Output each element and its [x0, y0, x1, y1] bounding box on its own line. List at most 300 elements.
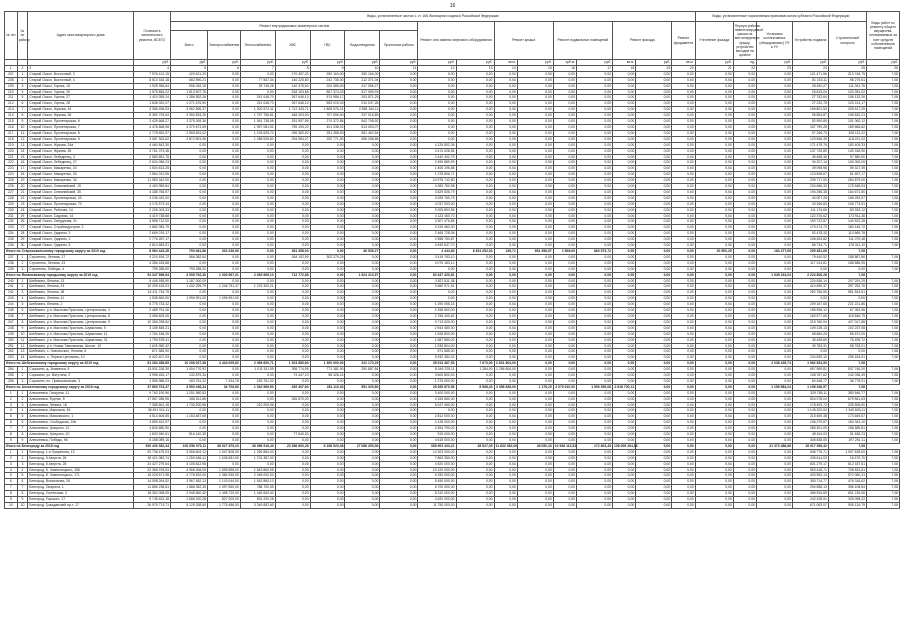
amount-cell: 0,00 [672, 290, 695, 296]
unit-cell: руб. [517, 60, 553, 66]
address-cell: Строитель, Победы, 4 [28, 266, 134, 272]
amount-cell: 0,00 [613, 438, 636, 444]
amount-cell: 0,00 [757, 266, 793, 272]
amount-cell: 0,00 [456, 302, 494, 308]
subtotal-cell: 7,08 [828, 384, 866, 390]
row-number-cell: 30 [17, 243, 28, 249]
amount-cell: 0,00 [240, 331, 275, 337]
amount-cell: 111 079,48 [828, 237, 866, 243]
row-number-cell: 249 [5, 331, 18, 337]
amount-cell: 0,00 [577, 396, 613, 402]
row-number-cell: 256 [5, 378, 18, 384]
amount-cell: 0,00 [517, 343, 553, 349]
amount-cell: 542 708,92 [345, 119, 380, 125]
amount-cell: 0,00 [577, 71, 613, 77]
amount-cell: 0,00 [456, 308, 494, 314]
amount-cell: 0,00 [577, 455, 613, 461]
amount-cell: 0,00 [553, 449, 576, 455]
amount-cell: 0,00 [310, 278, 345, 284]
amount-cell: 1 432 299,79 [171, 284, 208, 290]
amount-cell: 0,00 [577, 497, 613, 503]
amount-cell: 0,00 [733, 207, 756, 213]
amount-cell: 0,00 [494, 201, 517, 207]
amount-cell: 0,00 [380, 432, 418, 438]
amount-cell: 0,00 [275, 485, 310, 491]
amount-cell: 2 595 831,02 [171, 130, 208, 136]
amount-cell: 183 409,33 [828, 142, 866, 148]
row-number-cell: 6 [5, 420, 18, 426]
amount-cell: 67 052,96 [828, 308, 866, 314]
address-cell: Старый Оскол, Жукова, 24а [28, 142, 134, 148]
row-number-cell: 6 [17, 101, 28, 107]
unit-cell: руб. [577, 60, 613, 66]
amount-cell: 0,00 [613, 396, 636, 402]
amount-cell: 0,00 [636, 396, 672, 402]
amount-cell: 427 017,88 [828, 319, 866, 325]
amount-cell: 0,00 [275, 325, 310, 331]
amount-cell: 0,00 [517, 284, 553, 290]
amount-cell: 0,00 [456, 497, 494, 503]
amount-cell: 0,00 [517, 479, 553, 485]
row-number-cell: 219 [5, 142, 18, 148]
amount-cell: 204 385,00 [310, 83, 345, 89]
amount-cell: 476 318,62 [828, 479, 866, 485]
amount-cell: 0,00 [672, 207, 695, 213]
amount-cell: 4 070 183,12 [418, 260, 456, 266]
amount-cell: 100 000,00 [828, 160, 866, 166]
amount-cell: 0,00 [695, 455, 733, 461]
amount-cell: 0,00 [695, 319, 733, 325]
amount-cell: 0,00 [517, 83, 553, 89]
amount-cell: 0,00 [695, 438, 733, 444]
amount-cell: 0,00 [613, 331, 636, 337]
amount-cell: 0,00 [208, 71, 241, 77]
row-number-cell: 242 [5, 290, 18, 296]
amount-cell: 0,00 [240, 337, 275, 343]
amount-cell: 0,00 [517, 349, 553, 355]
amount-cell: 0,00 [310, 325, 345, 331]
amount-cell: 1 476 300,21 [240, 284, 275, 290]
subtotal-cell: 7,08 [828, 443, 866, 449]
amount-cell: 553 015,03 [310, 101, 345, 107]
amount-cell: 0,00 [380, 101, 418, 107]
amount-cell: 0,00 [577, 491, 613, 497]
amount-cell: 0,00 [517, 355, 553, 361]
amount-cell: 0,00 [553, 83, 576, 89]
amount-cell: 0,00 [380, 219, 418, 225]
amount-cell: 0,00 [345, 308, 380, 314]
amount-cell: 0,00 [456, 420, 494, 426]
amount-cell: 5 047 460,00 [418, 402, 456, 408]
amount-cell: 4 370 673,59 [171, 124, 208, 130]
amount-cell: 1 145 202,00 [792, 408, 828, 414]
amount-cell: 0,00 [380, 455, 418, 461]
address-cell: Старый Оскол, Олимпийский, 35 [28, 189, 134, 195]
amount-cell: 0,00 [208, 237, 241, 243]
subtotal-cell: 1 020 567,21 [208, 272, 241, 278]
amount-cell: 0,00 [636, 237, 672, 243]
address-cell: Сорокино, ул. Ватутина, 2 [28, 373, 134, 379]
amount-cell: 0,00 [672, 313, 695, 319]
amount-cell: 0,00 [494, 296, 517, 302]
amount-cell: 0,00 [380, 396, 418, 402]
amount-cell: 0,00 [171, 243, 208, 249]
amount-cell: 0,00 [695, 432, 733, 438]
unit-cell: руб. [208, 60, 241, 66]
amount-cell: 0,00 [613, 497, 636, 503]
amount-cell: 1 799 578,41 [134, 337, 171, 343]
index-cell: 8 [275, 65, 310, 71]
amount-cell: 7,08 [867, 467, 900, 473]
amount-cell: 0,00 [695, 367, 733, 373]
subtotal-cell: 0,00 [380, 384, 418, 390]
amount-cell: 0,00 [275, 449, 310, 455]
amount-cell: 0,00 [577, 461, 613, 467]
amount-cell: 0,00 [208, 213, 241, 219]
amount-cell: 0,00 [757, 455, 793, 461]
amount-cell: 111 176,66 [792, 207, 828, 213]
amount-cell: 0,00 [757, 130, 793, 136]
address-cell: Строитель, Ленина, 23 [28, 260, 134, 266]
amount-cell: 0,00 [380, 201, 418, 207]
unit-cell: руб. [636, 60, 672, 66]
row-number-cell: 7 [17, 107, 28, 113]
amount-cell: 2 778 652,97 [134, 130, 171, 136]
amount-cell: 3 600 800,00 [418, 373, 456, 379]
amount-cell: 60 448,77 [792, 378, 828, 384]
amount-cell: 0,00 [733, 396, 756, 402]
table-row [5, 502, 900, 508]
amount-cell: 0,00 [310, 319, 345, 325]
amount-cell: 1 143 044,00 [208, 479, 241, 485]
amount-cell: 0,00 [240, 148, 275, 154]
amount-cell: 0,00 [613, 154, 636, 160]
amount-cell: 0,00 [345, 178, 380, 184]
amount-cell: 0,00 [208, 331, 241, 337]
amount-cell: 0,00 [275, 502, 310, 508]
amount-cell: 0,00 [757, 467, 793, 473]
amount-cell: 26 975 774,71 [134, 502, 171, 508]
row-number-cell: 4 [17, 408, 28, 414]
amount-cell: 0,00 [517, 178, 553, 184]
amount-cell: 34 207,14 [792, 160, 828, 166]
amount-cell: 0,00 [613, 426, 636, 432]
amount-cell: 0,00 [171, 408, 208, 414]
amount-cell: 7,08 [867, 101, 900, 107]
amount-cell: 0,00 [672, 237, 695, 243]
amount-cell: 212 371,04 [345, 77, 380, 83]
amount-cell: 0,00 [672, 166, 695, 172]
amount-cell: 237 016,89 [345, 113, 380, 119]
amount-cell: 0,00 [517, 89, 553, 95]
amount-cell: 0,00 [275, 213, 310, 219]
amount-cell: 0,00 [517, 136, 553, 142]
amount-cell: 0,00 [517, 130, 553, 136]
amount-cell: 0,00 [380, 95, 418, 101]
amount-cell: 5 775 733,42 [134, 302, 171, 308]
amount-cell: 0,00 [171, 331, 208, 337]
amount-cell: 0,00 [494, 485, 517, 491]
address-cell: Алексеевка, Урицкого, 20 [28, 432, 134, 438]
amount-cell: 0,00 [494, 195, 517, 201]
subtotal-cell: 21 373 388,68 [757, 443, 793, 449]
amount-cell: 0,00 [553, 378, 576, 384]
row-number-cell: 3 [5, 461, 18, 467]
amount-cell: 0,00 [240, 154, 275, 160]
amount-cell: 7,08 [867, 178, 900, 184]
amount-cell: 0,00 [275, 154, 310, 160]
subtotal-cell: 34 706,80 [208, 384, 241, 390]
amount-cell: 0,00 [757, 325, 793, 331]
row-number-cell: 233 [5, 225, 18, 231]
amount-cell: 0,00 [275, 231, 310, 237]
amount-cell: 0,00 [757, 337, 793, 343]
amount-cell: 0,00 [613, 467, 636, 473]
amount-cell: 0,00 [275, 390, 310, 396]
amount-cell: 0,00 [695, 243, 733, 249]
amount-cell: 0,00 [517, 491, 553, 497]
amount-cell: 4 826 680,90 [134, 426, 171, 432]
amount-cell: 0,00 [695, 219, 733, 225]
amount-cell: 0,00 [275, 184, 310, 190]
amount-cell: 397 252,76 [828, 284, 866, 290]
amount-cell: 0,00 [310, 201, 345, 207]
subtotal-cell: 37 893 703,47 [134, 384, 171, 390]
address-cell: Сорокино, пл. Привокзальная, 3 [28, 378, 134, 384]
amount-cell: 0,00 [380, 207, 418, 213]
address-cell: Алексеевка, Фрунзе, 5 [28, 396, 134, 402]
amount-cell: 0,00 [757, 160, 793, 166]
amount-cell: 0,00 [240, 432, 275, 438]
amount-cell: 0,00 [310, 378, 345, 384]
row-number-cell: 243 [5, 296, 18, 302]
amount-cell: 981 462,54 [345, 130, 380, 136]
amount-cell: 5 446 938,90 [134, 278, 171, 284]
amount-cell: 0,00 [636, 195, 672, 201]
amount-cell: 0,00 [380, 355, 418, 361]
amount-cell: 0,00 [695, 195, 733, 201]
row-number-cell: 25 [17, 213, 28, 219]
amount-cell: 11 983 342,00 [134, 178, 171, 184]
subtotal-cell: 0,00 [636, 361, 672, 367]
subtotal-cell: 2 038 428,74 [757, 361, 793, 367]
amount-cell: 221 221,86 [828, 302, 866, 308]
amount-cell: 0,00 [240, 325, 275, 331]
amount-cell: 0,00 [418, 119, 456, 125]
amount-cell: 179 474,73 [792, 225, 828, 231]
amount-cell: 0,00 [672, 302, 695, 308]
amount-cell: 0,00 [757, 485, 793, 491]
amount-cell: 0,00 [275, 337, 310, 343]
amount-cell: 0,00 [171, 148, 208, 154]
row-number-cell: 5 [17, 414, 28, 420]
row-number-cell: 3 [17, 266, 28, 272]
amount-cell: 788 792,35 [240, 485, 275, 491]
amount-cell: 0,00 [494, 467, 517, 473]
amount-cell: 0,00 [275, 148, 310, 154]
amount-cell: 0,00 [240, 89, 275, 95]
address-cell: Белгород, Горького, 17 [28, 497, 134, 503]
amount-cell: 1 830 940,61 [134, 432, 171, 438]
amount-cell: 0,00 [517, 432, 553, 438]
amount-cell: 28 450,27 [792, 83, 828, 89]
amount-cell: 0,00 [757, 260, 793, 266]
amount-cell: 0,00 [695, 284, 733, 290]
amount-cell: 0,00 [636, 502, 672, 508]
amount-cell: 0,00 [494, 302, 517, 308]
amount-cell: 0,00 [517, 313, 553, 319]
amount-cell: 0,00 [636, 136, 672, 142]
amount-cell: 566 382,84 [171, 254, 208, 260]
index-cell: 4 [134, 65, 171, 71]
amount-cell: 0,00 [240, 201, 275, 207]
amount-cell: 0,00 [275, 302, 310, 308]
amount-cell: 0,00 [695, 213, 733, 219]
amount-cell: 0,00 [275, 237, 310, 243]
row-number-cell: 218 [5, 136, 18, 142]
amount-cell: 8 049 225,11 [418, 367, 456, 373]
amount-cell: 0,00 [553, 166, 576, 172]
amount-cell: 0,00 [757, 154, 793, 160]
subtotal-cell: 7,08 [828, 249, 866, 255]
index-cell: 10 [345, 65, 380, 71]
amount-cell: 0,00 [380, 254, 418, 260]
amount-cell: 14 411 734,79 [134, 290, 171, 296]
amount-cell: 1 538 660,90 [134, 296, 171, 302]
amount-cell: 0,00 [672, 491, 695, 497]
amount-cell: 1 047 808,00 [208, 449, 241, 455]
amount-cell: 2 485 791,26 [134, 308, 171, 314]
amount-cell: 0,00 [310, 343, 345, 349]
amount-cell: 0,00 [577, 231, 613, 237]
amount-cell: 0,00 [310, 160, 345, 166]
amount-cell: 103 281,02 [828, 89, 866, 95]
amount-cell: 3 400 000,00 [418, 390, 456, 396]
subtotal-cell: 139,71 [494, 249, 517, 255]
amount-cell: 0,00 [577, 325, 613, 331]
amount-cell: 14 098 264,52 [134, 479, 171, 485]
row-number-cell: 230 [5, 207, 18, 213]
amount-cell: 1 446 840,40 [240, 491, 275, 497]
amount-cell: 2 499 889,09 [418, 160, 456, 166]
amount-cell: 0,00 [636, 467, 672, 473]
row-number-cell: 10 [5, 502, 18, 508]
amount-cell: 7,08 [867, 337, 900, 343]
amount-cell: 0,00 [672, 260, 695, 266]
amount-cell: 0,00 [613, 461, 636, 467]
amount-cell: 0,00 [310, 237, 345, 243]
subtotal-cell: 100 056 070,11 [171, 443, 208, 449]
amount-cell: 7,08 [867, 207, 900, 213]
subtotal-cell: 2 068 600,71 [240, 361, 275, 367]
amount-cell: 0,00 [494, 343, 517, 349]
amount-cell: 7,08 [867, 396, 900, 402]
amount-cell: 0,00 [613, 308, 636, 314]
amount-cell: 0,00 [310, 184, 345, 190]
amount-cell: 0,00 [345, 426, 380, 432]
amount-cell: 0,00 [380, 184, 418, 190]
amount-cell: 30 783,31 [792, 343, 828, 349]
amount-cell: 1 645 022,07 [134, 101, 171, 107]
amount-cell: 0,00 [494, 231, 517, 237]
amount-cell: 0,00 [577, 467, 613, 473]
row-number-cell: 9 [5, 438, 18, 444]
amount-cell: 0,00 [345, 479, 380, 485]
amount-cell: 0,00 [345, 160, 380, 166]
amount-cell: 0,00 [418, 124, 456, 130]
amount-cell: 0,00 [208, 113, 241, 119]
amount-cell: 150 712,87 [792, 219, 828, 225]
amount-cell: 0,00 [345, 502, 380, 508]
header-lift: Ремонт или замена лифтового оборудования [418, 22, 494, 60]
amount-cell: 241 048,70 [240, 95, 275, 101]
amount-cell: 13 931 226,30 [134, 367, 171, 373]
amount-cell: 601 279,17 [792, 461, 828, 467]
amount-cell: 7,08 [867, 136, 900, 142]
amount-cell: 0,00 [613, 213, 636, 219]
amount-cell: 0,00 [672, 231, 695, 237]
amount-cell: 0,00 [494, 154, 517, 160]
amount-cell: 2 558 154,11 [345, 107, 380, 113]
amount-cell: 0,00 [577, 278, 613, 284]
amount-cell: 0,00 [494, 491, 517, 497]
header-share: Виды работ по ремонту общего имущества, оплачиваемые за счет средств собственников помещений [867, 12, 900, 60]
amount-cell: 395 774,95 [275, 367, 310, 373]
row-number-cell: 208 [5, 77, 18, 83]
row-number-cell: 223 [5, 166, 18, 172]
header-heat: Теплоснабжения [240, 31, 275, 60]
amount-cell: 7,08 [867, 373, 900, 379]
subtotal-cell: 0,00 [733, 272, 756, 278]
amount-cell: 4 549 637,70 [418, 243, 456, 249]
amount-cell: 0,00 [310, 432, 345, 438]
amount-cell: 173 649,67 [828, 414, 866, 420]
amount-cell: 0,00 [577, 189, 613, 195]
amount-cell: 0,00 [613, 201, 636, 207]
amount-cell: 0,00 [494, 284, 517, 290]
amount-cell: 0,00 [418, 95, 456, 101]
amount-cell: 0,00 [553, 95, 576, 101]
amount-cell: 0,00 [494, 420, 517, 426]
amount-cell: 137 725,89 [792, 148, 828, 154]
amount-cell: 0,00 [456, 491, 494, 497]
amount-cell: 0,00 [733, 426, 756, 432]
amount-cell: 0,00 [171, 166, 208, 172]
amount-cell: 0,00 [517, 107, 553, 113]
amount-cell: 1 724 387,00 [240, 455, 275, 461]
amount-cell: 0,00 [517, 402, 553, 408]
header-survey: Проектные работы [380, 31, 418, 60]
amount-cell: 0,00 [310, 355, 345, 361]
row-number-cell: 207 [5, 71, 18, 77]
amount-cell: 44 007,28 [792, 195, 828, 201]
subtotal-cell: 20 386 600,26 [275, 443, 310, 449]
amount-cell: 0,00 [672, 130, 695, 136]
subtotal-cell: 60 437 420,81 [418, 272, 456, 278]
amount-cell: 0,00 [757, 184, 793, 190]
amount-cell: 256 382,92 [275, 130, 310, 136]
amount-cell: 0,00 [695, 113, 733, 119]
amount-cell: 5 932 384,32 [418, 355, 456, 361]
header-gvs: ГВС [310, 31, 345, 60]
row-number-cell: 7 [17, 313, 28, 319]
row-number-cell: 2 [17, 77, 28, 83]
subtotal-cell: 1 300 000,00 [310, 361, 345, 367]
amount-cell: 0,00 [310, 195, 345, 201]
amount-cell: 0,00 [577, 473, 613, 479]
amount-cell: 16 225 671,98 [134, 473, 171, 479]
amount-cell: 0,00 [553, 485, 576, 491]
